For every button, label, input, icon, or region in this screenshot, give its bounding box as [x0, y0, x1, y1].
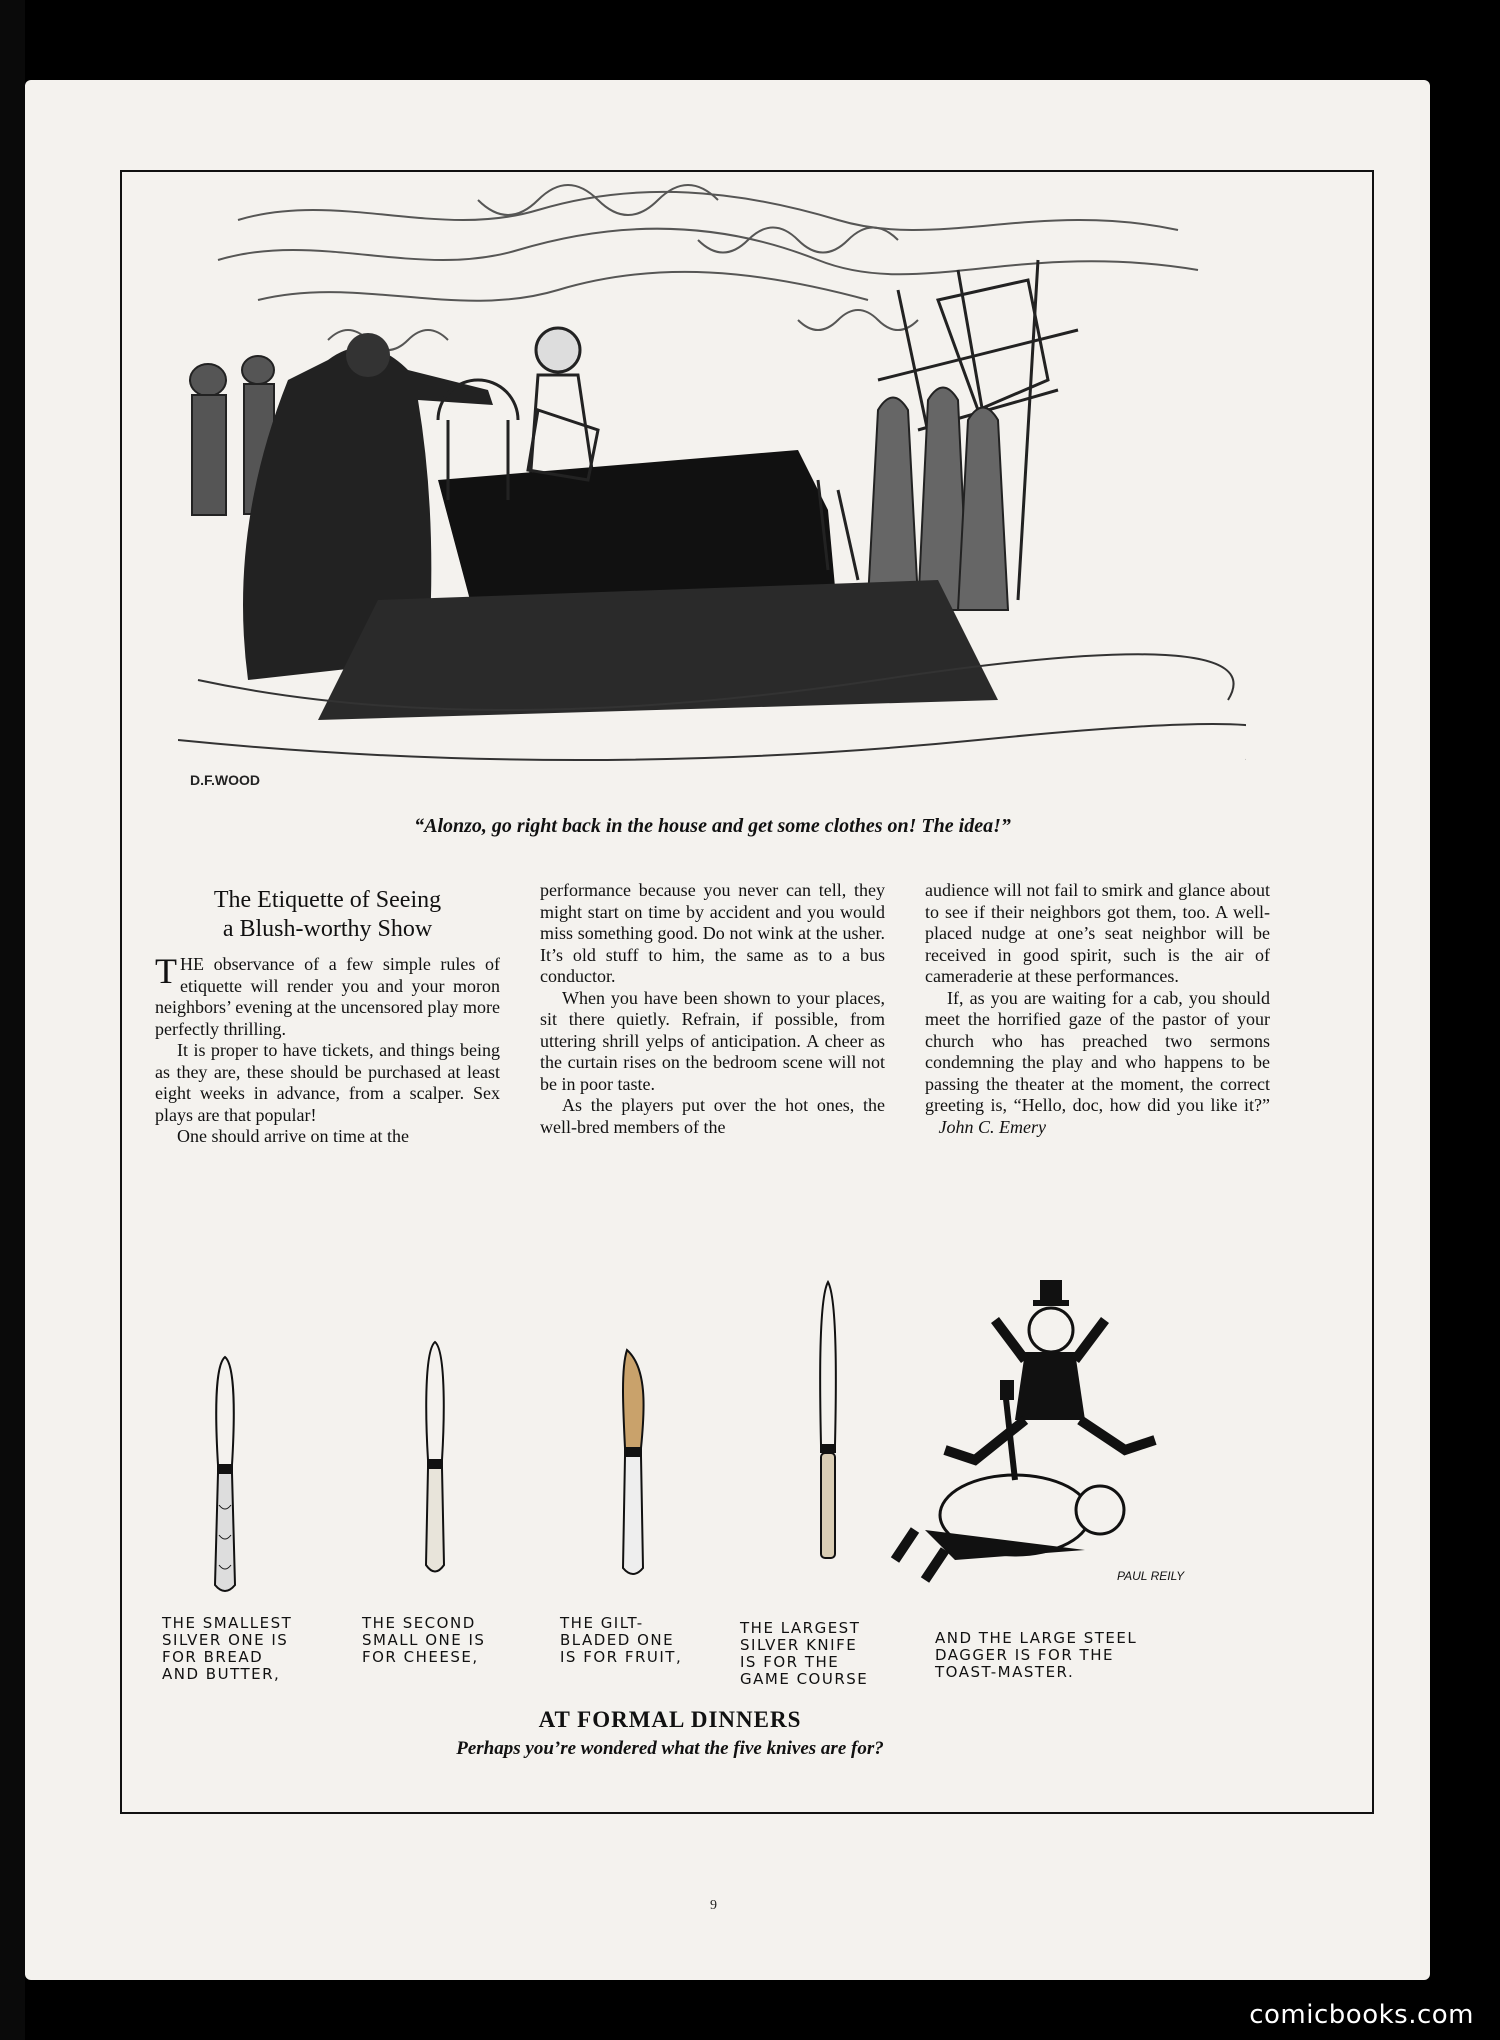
- article-title-line-1: The Etiquette of Seeing: [213, 887, 442, 913]
- article-column-1: [155, 880, 500, 1148]
- knife-label-fruit: THE GILT- BLADED ONE IS FOR FRUIT,: [560, 1614, 683, 1666]
- article-column-3: [925, 880, 1270, 1138]
- article-title-line-2: a Blush-worthy Show: [222, 916, 433, 942]
- bread-knife-icon: [205, 1355, 245, 1600]
- cartoon-illustration: [178, 180, 1246, 800]
- knives-subheading: Perhaps you’re wondered what the five knives are for?: [456, 1738, 884, 1759]
- watermark: comicbooks.com: [1249, 2000, 1474, 2030]
- toastmaster-dagger-scene: [885, 1280, 1185, 1600]
- article-title: [155, 886, 500, 944]
- knife-label-game: THE LARGEST SILVER KNIFE IS FOR THE GAME COURSE: [740, 1619, 869, 1688]
- article-paragraph: [155, 951, 500, 1040]
- knife-label-dagger: AND THE LARGE STEEL DAGGER IS FOR THE TOAST-MASTER.: [935, 1629, 1138, 1681]
- article-paragraph: One should arrive on time at the: [177, 1126, 409, 1146]
- article-paragraph: audience will not fail to smirk and glance about to see if their neighbors got them, too. A well-placed nudge at one’s seat neighbor will be received in good spirit, such is the air of cameraderie at these performances.: [925, 880, 1270, 986]
- cartoon-signature: D.F.WOOD: [190, 772, 260, 788]
- paragraph-text: HE observance of a few simple rules of etiquette will render you and your moron neighbors’ evening at the uncensored play more perfectly thrilling.: [155, 954, 500, 1039]
- knife-label-cheese: THE SECOND SMALL ONE IS FOR CHEESE,: [362, 1614, 486, 1666]
- game-knife-icon: [808, 1280, 848, 1570]
- page-number: 9: [710, 1898, 717, 1913]
- article-paragraph: performance because you never can tell, they might start on time by accident and you would miss something good. Do not wink at the usher. It’s old stuff to him, the same as to a bus conductor.: [540, 880, 885, 986]
- article-paragraph: As the players put over the hot ones, the well-bred members of the: [540, 1095, 885, 1137]
- cartoonist-signature: PAUL REILY: [1117, 1569, 1185, 1583]
- cheese-knife-icon: [415, 1340, 455, 1585]
- article-paragraph: [925, 988, 1270, 1139]
- paragraph-text: If, as you are waiting for a cab, you should meet the horrified gaze of the pastor of your church who has preached two sermons condemning the play and who happens to be passing the theater at the moment, the correct greeting is, “Hello, doc, how did you like it?”: [925, 987, 1270, 1115]
- cartoon-caption: “Alonzo, go right back in the house and get some clothes on! The idea!”: [414, 815, 1011, 837]
- article-paragraph: When you have been shown to your places, sit there quietly. Refrain, if possible, from uttering shrill yelps of anticipation. A cheer as the curtain rises on the bedroom scene will not be in poor taste.: [540, 987, 885, 1094]
- cartoon-drawing: [178, 180, 1246, 800]
- article: [155, 880, 1275, 1240]
- knives-heading: AT FORMAL DINNERS: [538, 1707, 802, 1732]
- fruit-knife-icon: [613, 1348, 653, 1593]
- drop-cap: T: [155, 951, 177, 991]
- article-column-2: [540, 880, 885, 1138]
- binding-edge: [0, 0, 25, 2040]
- article-byline: John C. Emery: [938, 1116, 1046, 1137]
- knives-cartoon: [150, 1270, 1280, 1710]
- article-paragraph: It is proper to have tickets, and things being as they are, these should be purchased at least eight weeks in advance, from a scalper. Sex plays are that popular!: [155, 1040, 500, 1125]
- knife-label-bread: THE SMALLEST SILVER ONE IS FOR BREAD AND BUTTER,: [162, 1614, 293, 1683]
